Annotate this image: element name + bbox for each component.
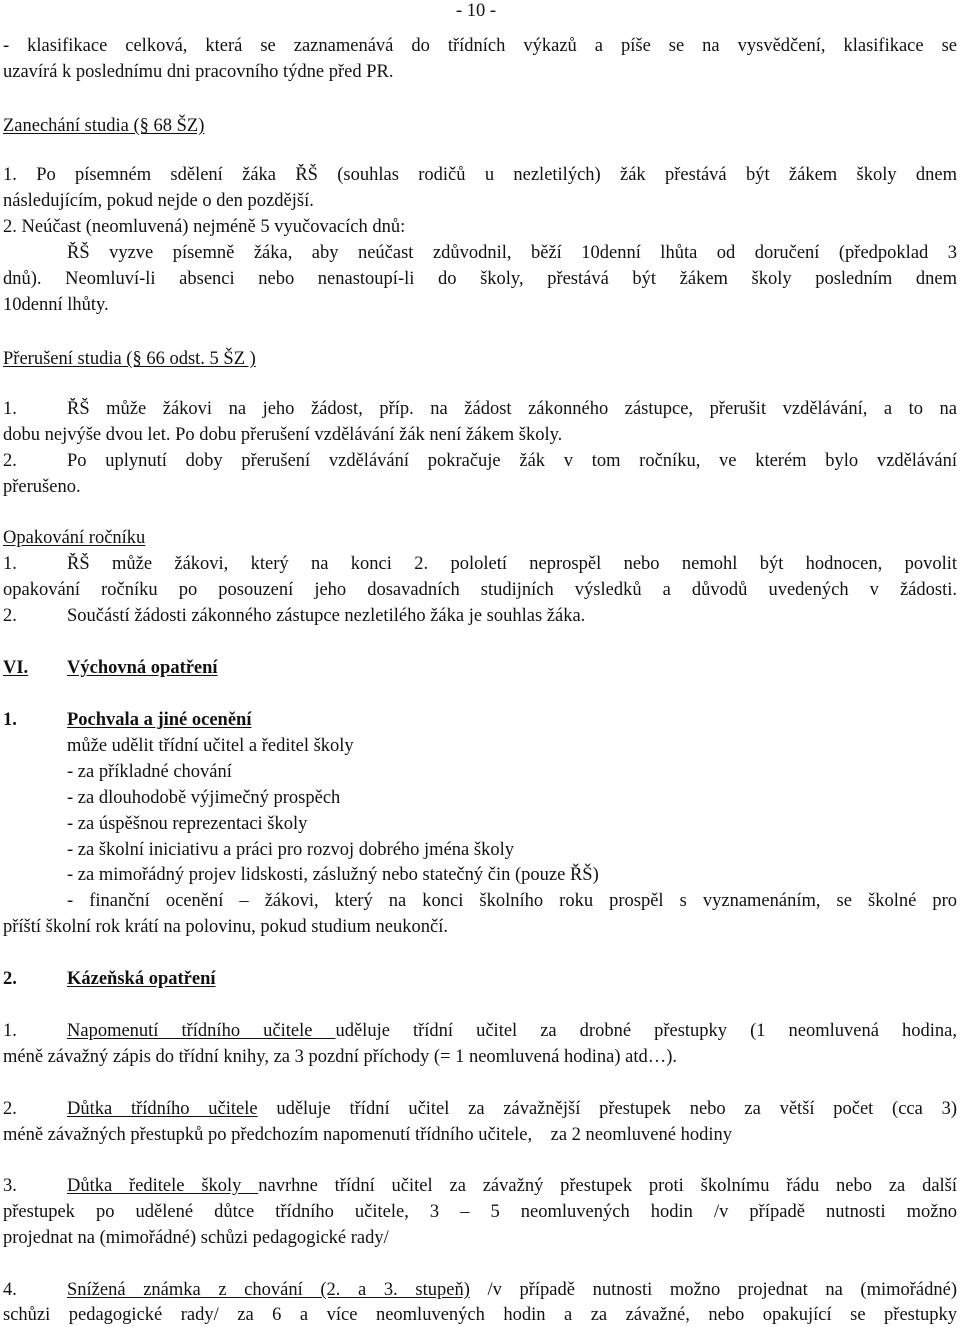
napomenuti-num: 1.	[3, 1021, 17, 1041]
pochvala-heading: Pochvala a jiné ocenění	[67, 710, 252, 730]
pochvala-financni-line-2: příští školní rok krátí na polovinu, pokud studium neukončí.	[3, 917, 448, 937]
section-heading-zanechani: Zanechání studia (§ 68 ŠZ)	[3, 116, 205, 136]
pochvala-item: - za příkladné chování	[67, 762, 232, 782]
zanechani-point-2-line-2: ŘŠ vyzve písemně žáka, aby neúčast zdůvodnil, běží 10denní lhůta od doručení (předpoklad 3	[67, 243, 957, 263]
preruseni-point-2-num: 2.	[3, 451, 17, 471]
dutka-rs-num: 3.	[3, 1176, 17, 1196]
page-number: - 10 -	[456, 1, 497, 21]
pochvala-item: - za dlouhodobě výjimečný prospěch	[67, 788, 341, 808]
napomenuti-line-2: méně závažný zápis do třídní knihy, za 3 pozdní příchody (= 1 neomluvená hodina) atd…).	[3, 1047, 678, 1067]
intro-line-2: uzavírá k poslednímu dni pracovního týdne před PR.	[3, 62, 394, 82]
dutka-tu-line-2: méně závažných přestupků po předchozím napomenutí třídního učitele, za 2 neomluvené hodiny	[3, 1125, 732, 1145]
pochvala-intro: může udělit třídní učitel a ředitel školy	[67, 736, 354, 756]
zanechani-point-1-line-1: 1. Po písemném sdělení žáka ŘŠ (souhlas rodičů u nezletilých) žák přestává být žákem školy dnem	[3, 165, 957, 185]
opakovani-point-2-line-1: Součástí žádosti zákonného zástupce nezletilého žáka je souhlas žáka.	[67, 606, 586, 626]
section-heading-opakovani: Opakování ročníku	[3, 528, 146, 548]
chapter-number: VI.	[3, 658, 29, 678]
napomenuti-line-1	[3, 1020, 957, 1042]
opakovani-point-1-line-2: opakování ročníku po posouzení jeho dosavadních studijních výsledků a důvodů uvedených v žádosti.	[3, 580, 957, 600]
napomenuti-text: uděluje třídní učitel za drobné přestupky (1 neomluvená hodina,	[335, 1021, 957, 1041]
snizena-line-2: schůzi pedagogické rady/ za 6 a více neomluvených hodin a za závažné, nebo opakující se přestupky	[3, 1305, 957, 1325]
chapter-heading-vychovna: Výchovná opatření	[67, 658, 218, 678]
zanechani-point-2-line-4: 10denní lhůty.	[3, 295, 109, 315]
section-heading-preruseni: Přerušení studia (§ 66 odst. 5 ŠZ )	[3, 349, 256, 369]
pochvala-item: - za mimořádný projev lidskosti, záslužný nebo statečný čin (pouze ŘŠ)	[67, 865, 599, 885]
pochvala-num: 1.	[3, 710, 17, 730]
preruseni-point-1-line-2: dobu nejvýše dvou let. Po dobu přerušení vzdělávání žák není žákem školy.	[3, 425, 563, 445]
opakovani-point-1-line-1: ŘŠ může žákovi, který na konci 2. pololetí neprospěl nebo nemohl být hodnocen, povolit	[67, 554, 957, 574]
dutka-rs-line-2: přestupek po udělené důtce třídního učitele, 3 – 5 neomluvených hodin /v případě nutnosti možno	[3, 1202, 957, 1222]
dutka-rs-line-1	[3, 1175, 957, 1197]
dutka-tu-num: 2.	[3, 1099, 17, 1119]
dutka-tu-text: uděluje třídní učitel za závažnější přestupek nebo za větší počet (cca 3)	[257, 1099, 957, 1119]
opakovani-point-1-num: 1.	[3, 554, 17, 574]
zanechani-point-2-line-3: dnů). Neomluví-li absenci nebo nenastoupí-li do školy, přestává být žákem školy posledním dnem	[3, 269, 957, 289]
kazenska-heading: Kázeňská opatření	[67, 969, 216, 989]
dutka-rs-title: Důtka ředitele školy	[67, 1176, 259, 1196]
intro-line-1: - klasifikace celková, která se zaznamenává do třídních výkazů a píše se na vysvědčení, klasifikace se	[3, 36, 957, 56]
preruseni-point-1-line-1: ŘŠ může žákovi na jeho žádost, příp. na žádost zákonného zástupce, přerušit vzdělávání, a to na	[67, 399, 957, 419]
pochvala-item: - za úspěšnou reprezentaci školy	[67, 814, 308, 834]
snizena-line-1	[3, 1279, 957, 1301]
preruseni-point-2-line-1: Po uplynutí doby přerušení vzdělávání pokračuje žák v tom ročníku, ve kterém bylo vzdělávání	[67, 451, 957, 471]
pochvala-item: - za školní iniciativu a práci pro rozvoj dobrého jména školy	[67, 840, 514, 860]
napomenuti-title: Napomenutí třídního učitele	[67, 1021, 336, 1041]
preruseni-point-2-line-2: přerušeno.	[3, 477, 81, 497]
zanechani-point-2-line-1: 2. Neúčast (neomluvená) nejméně 5 vyučovacích dnů:	[3, 217, 406, 237]
pochvala-financni-line-1: - finanční ocenění – žákovi, který na konci školního roku prospěl s vyznamenáním, se školné pro	[67, 891, 957, 911]
snizena-text: /v případě nutnosti možno projednat na (mimořádné)	[469, 1280, 957, 1300]
kazenska-num: 2.	[3, 969, 17, 989]
snizena-title: Snížená známka z chování (2. a 3. stupeň)	[67, 1280, 470, 1300]
zanechani-point-1-line-2: následujícím, pokud nejde o den pozdější.	[3, 191, 314, 211]
dutka-rs-text: navrhne třídní učitel za závažný přestupek proti školnímu řádu nebo za další	[258, 1176, 957, 1196]
opakovani-point-2-num: 2.	[3, 606, 17, 626]
dutka-rs-line-3: projednat na (mimořádné) schůzi pedagogické rady/	[3, 1228, 389, 1248]
snizena-num: 4.	[3, 1280, 17, 1300]
dutka-tu-title: Důtka třídního učitele	[67, 1099, 258, 1119]
preruseni-point-1-num: 1.	[3, 399, 17, 419]
dutka-tu-line-1	[3, 1098, 957, 1120]
